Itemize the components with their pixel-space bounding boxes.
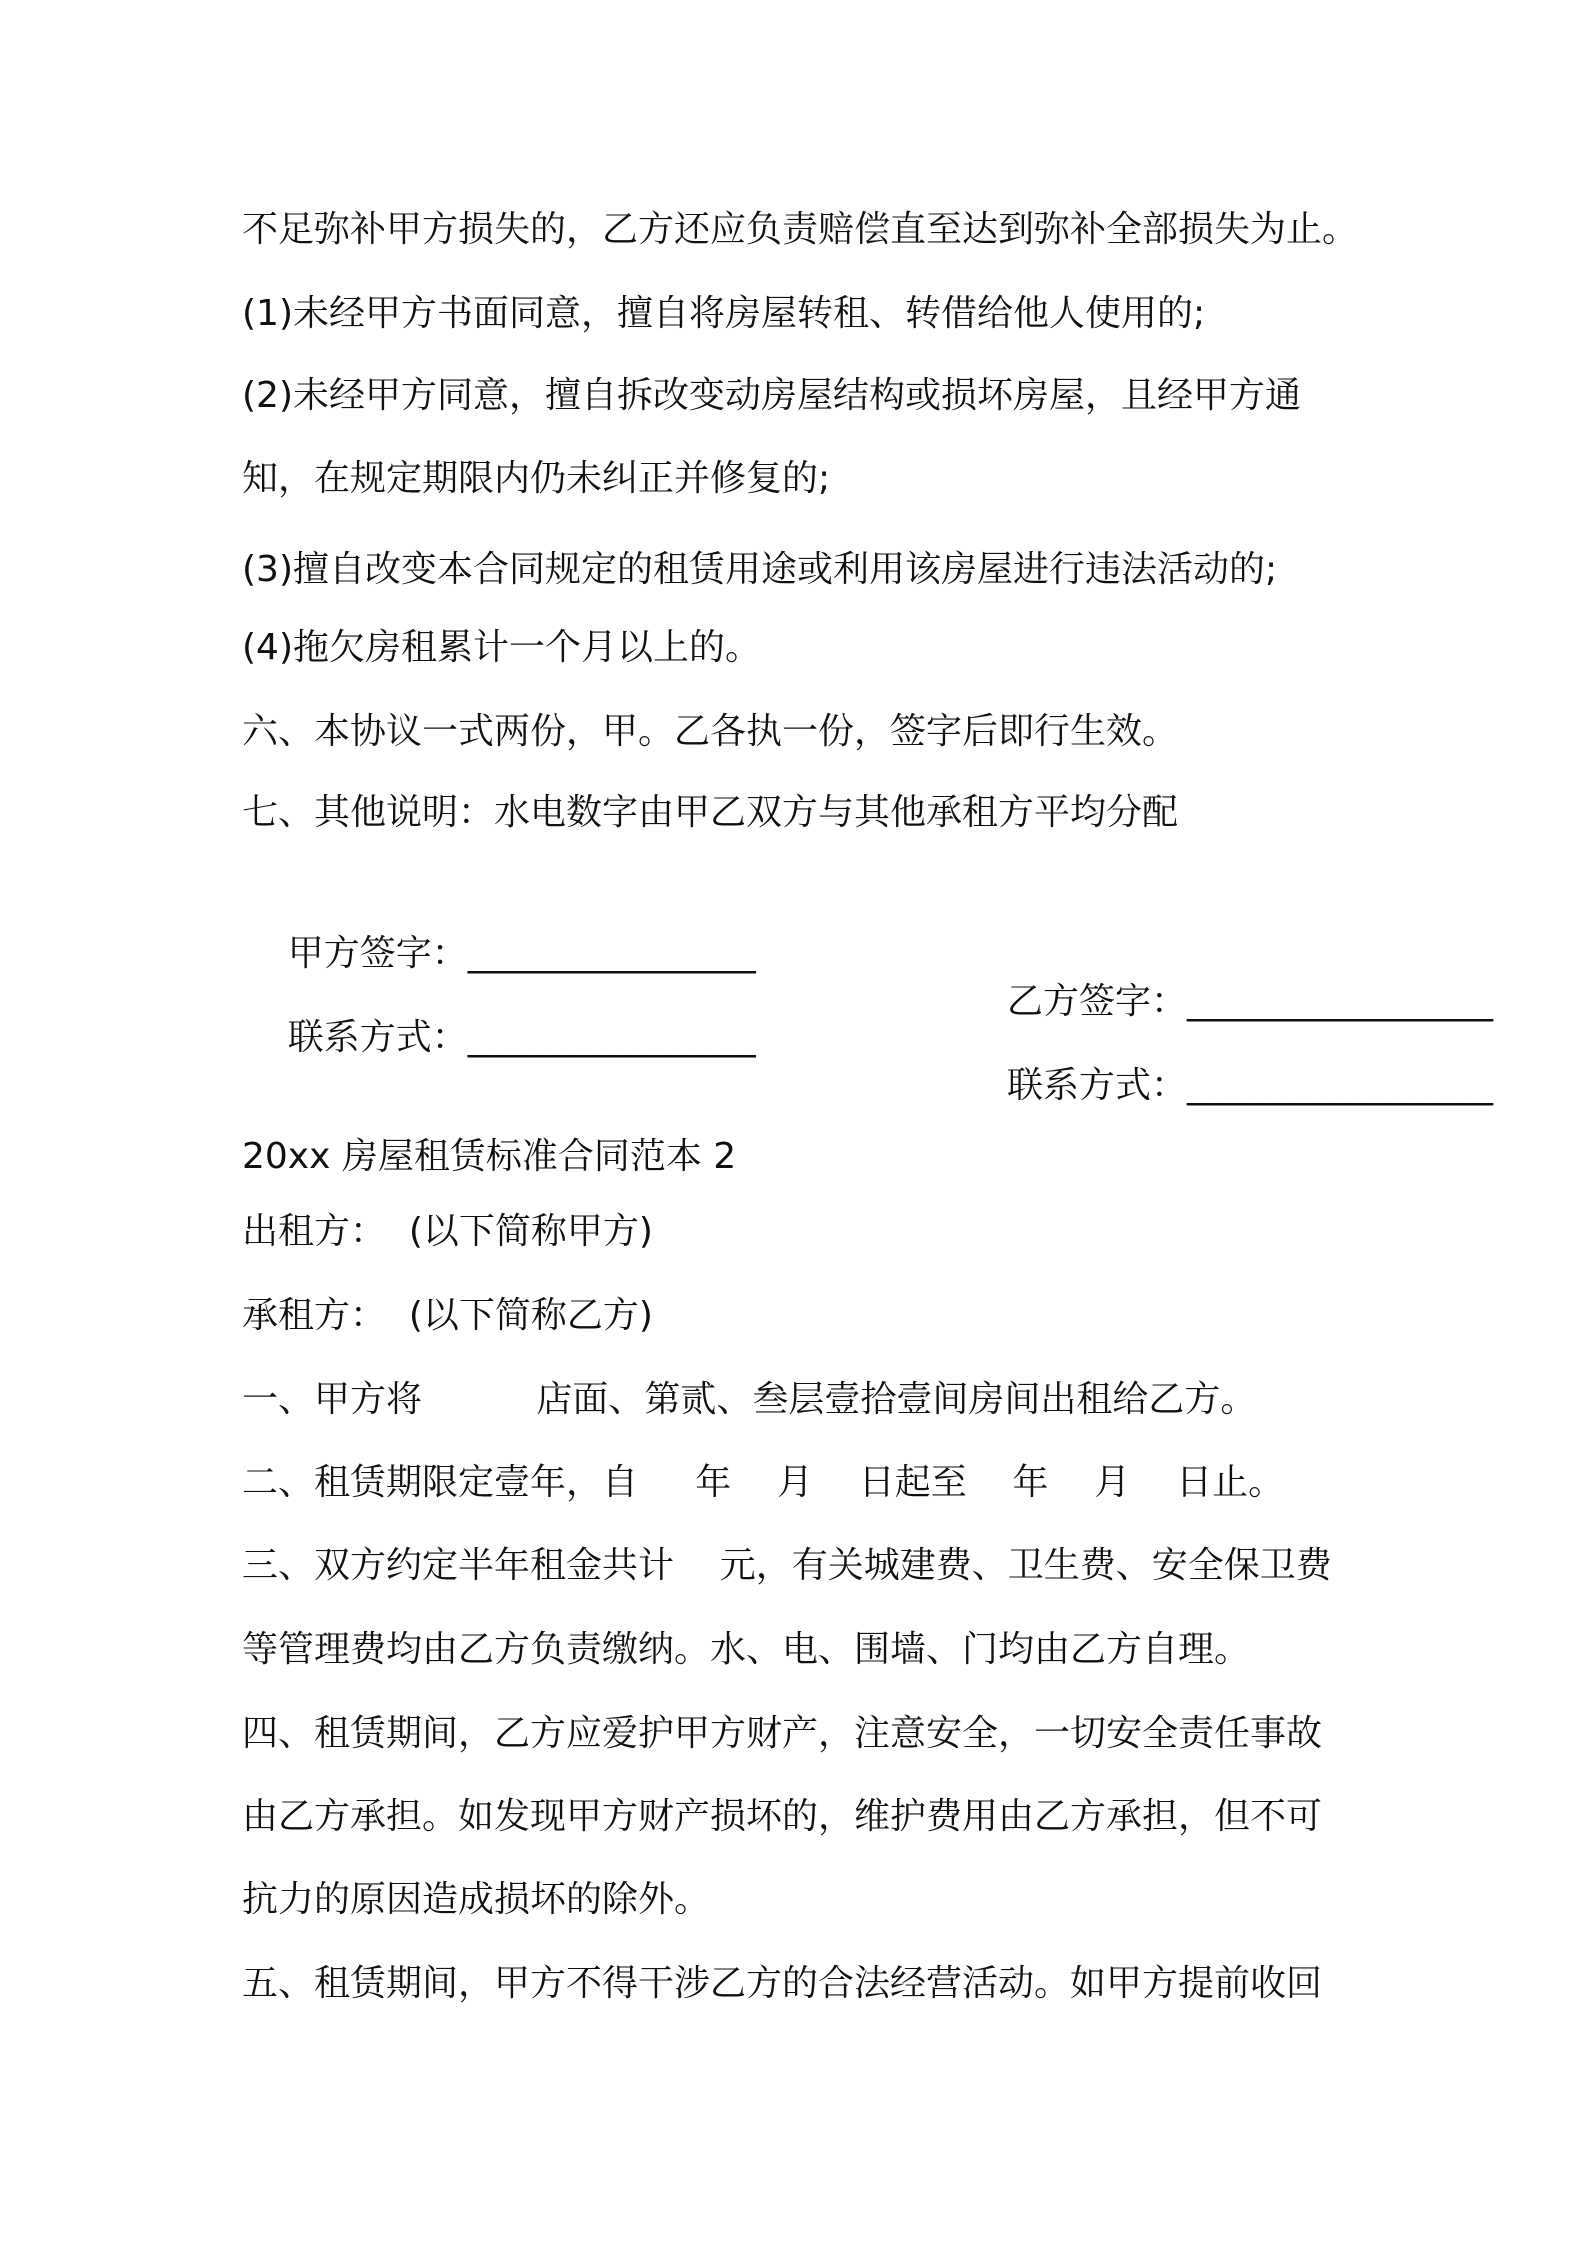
- clause-three-continuation: 等管理费均由乙方负责缴纳。水、电、围墙、门均由乙方自理。: [242, 1629, 1251, 1670]
- paragraph-line: 不足弥补甲方损失的，乙方还应负责赔偿直至达到弥补全部损失为止。: [242, 209, 1359, 250]
- list-item-continuation: 知，在规定期限内仍未纠正并修复的;: [242, 458, 831, 499]
- clause-five: 五、租赁期间，甲方不得干涉乙方的合法经营活动。如甲方提前收回: [242, 1963, 1323, 2004]
- clause-four-continuation: 由乙方承担。如发现甲方财产损坏的，维护费用由乙方承担，但不可: [242, 1796, 1323, 1837]
- lessor-line: 出租方： (以下简称甲方): [242, 1211, 653, 1252]
- clause-one: 一、甲方将 店面、第贰、叁层壹拾壹间房间出租给乙方。: [242, 1379, 1257, 1420]
- clause-two: 二、租赁期限定壹年，自 年 月 日起至 年 月 日止。: [242, 1462, 1285, 1503]
- contract-title: 20xx 房屋租赁标准合同范本 2: [242, 1136, 737, 1177]
- clause-three: 三、双方约定半年租金共计 元，有关城建费、卫生费、安全保卫费: [242, 1545, 1332, 1586]
- list-item: (4)拖欠房租累计一个月以上的。: [242, 627, 761, 668]
- party-b-contact-field: 联系方式：_________________: [1007, 1065, 1494, 1106]
- list-item: (2)未经甲方同意，擅自拆改变动房屋结构或损坏房屋，且经甲方通: [242, 375, 1301, 416]
- list-item: (1)未经甲方书面同意，擅自将房屋转租、转借给他人使用的;: [242, 293, 1206, 334]
- list-item: (3)擅自改变本合同规定的租赁用途或利用该房屋进行违法活动的;: [242, 549, 1278, 590]
- clause-four-continuation: 抗力的原因造成损坏的除外。: [242, 1879, 711, 1920]
- party-a-contact-field: 联系方式：________________: [287, 1017, 756, 1058]
- clause-four: 四、租赁期间，乙方应爱护甲方财产，注意安全，一切安全责任事故: [242, 1713, 1323, 1754]
- clause-six: 六、本协议一式两份，甲。乙各执一份，签字后即行生效。: [242, 711, 1179, 752]
- lessee-line: 承租方： (以下简称乙方): [242, 1295, 653, 1336]
- party-b-signature-field: 乙方签字：_________________: [1007, 981, 1494, 1022]
- party-a-signature-field: 甲方签字：________________: [287, 933, 756, 974]
- clause-seven: 七、其他说明：水电数字由甲乙双方与其他承租方平均分配: [242, 792, 1179, 833]
